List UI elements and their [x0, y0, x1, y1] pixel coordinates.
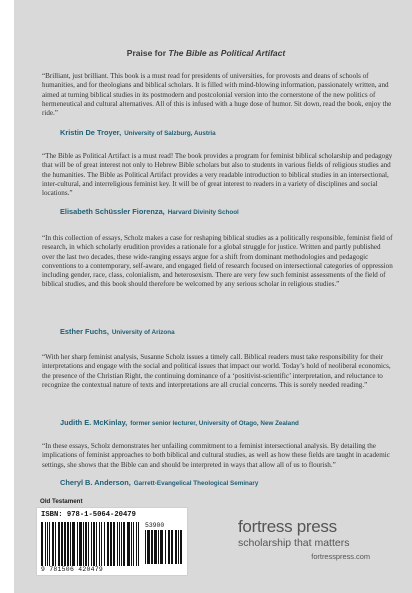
publisher-tagline: scholarship that matters — [238, 537, 350, 549]
barcode-bar — [45, 522, 46, 566]
praise-prefix: Praise for — [126, 48, 169, 58]
endorser-affiliation: Garrett-Evangelical Theological Seminary — [133, 480, 259, 487]
barcode-bar — [61, 522, 63, 566]
barcode-bar — [145, 530, 146, 564]
endorser-affiliation: University of Arizona — [111, 329, 175, 336]
endorser-name: Judith E. McKinlay, — [60, 418, 128, 427]
barcode-bar — [180, 530, 182, 564]
praise-heading — [0, 48, 412, 58]
category-label: Old Testament — [40, 498, 83, 505]
barcode-bar — [47, 522, 48, 566]
barcode-bar — [138, 522, 139, 566]
barcode-bar — [104, 522, 105, 566]
isbn-text: ISBN: 978-1-5064-20479 — [41, 511, 136, 519]
endorser-attribution — [60, 207, 390, 216]
barcode-bar — [41, 522, 43, 566]
barcode-bar — [77, 522, 78, 566]
barcode-bar — [67, 522, 69, 566]
barcode-bar — [93, 522, 95, 566]
barcode-bar — [117, 522, 118, 566]
barcode-bar — [119, 522, 120, 566]
addon-barcode — [145, 530, 183, 564]
publisher-name: fortress press — [238, 517, 337, 536]
barcode-bar — [113, 522, 115, 566]
barcode-bar — [85, 522, 87, 566]
barcode-bar — [154, 530, 157, 564]
endorser-attribution — [60, 128, 390, 137]
barcode-bar — [151, 530, 153, 564]
barcode-bar — [121, 522, 122, 566]
barcode-number: 9 781506 420479 — [41, 566, 104, 573]
spine-edge — [0, 0, 14, 593]
barcode-bar — [123, 522, 125, 566]
endorser-attribution — [60, 327, 390, 336]
barcode-bar — [175, 530, 177, 564]
endorsement-quote: “In this collection of essays, Scholz makes a case for reshaping biblical studies as a politically responsible, feminist field of research, in which scholarly erudition provides a rationale for a global struggle for justice. Written and partly published over the last two decades, these wide-ranging essays argue for a shift from dominant methodologies and pedagogic conventions to a contemporary, self-aware, and engaged field of research focused on intersectional categories of oppression including gender, race, class, colonialism, and heterosexism. There are very few such feminist assessments of the field of biblical studies, and this book should therefore be welcomed by any serious scholar in religious studies.” — [42, 234, 393, 289]
barcode-bar — [55, 522, 56, 566]
praise-book-title: The Bible as Political Artifact — [168, 48, 286, 58]
barcode-bar — [107, 522, 109, 566]
barcode-bar — [168, 530, 170, 564]
barcode-bar — [158, 530, 159, 564]
endorsement-quote: “The Bible as Political Artifact is a must read! The book provides a program for feminist biblical scholarship and pedagogy that will be of great interest not only to Hebrew Bible scholars but also to students in various fields of religious studies and the humanities. The Bible as Political Artifact provides a very readable introduction to biblical studies in an intersectional, inter-cultural, and interreligious feminist key. It will be of great interest to readers in a variety of disciplines and social locations.” — [42, 152, 393, 198]
barcode-bar — [101, 522, 102, 566]
barcode-bar — [178, 530, 179, 564]
barcode-bar — [110, 522, 112, 566]
endorsement-quote: “Brilliant, just brilliant. This book is a must read for presidents of universities, for provosts and deans of schools of humanities, and for theologians and biblical scholars. It is filled with mind-blowing information, passionately written, and aimed at turning biblical studies in its postmodern and postcolonial version into the cornerstone of the new politics of hermeneutical and cultural alternatives. All of this is infused with a huge dose of humor. Sit down, read the book, enjoy the ride.” — [42, 72, 392, 118]
endorser-attribution — [60, 418, 390, 427]
barcode-bar — [127, 522, 130, 566]
barcode-bar — [133, 522, 134, 566]
barcode-bar — [160, 530, 163, 564]
barcode-bar — [70, 522, 71, 566]
endorser-attribution — [60, 478, 390, 487]
barcode-bar — [131, 522, 132, 566]
publisher-block — [238, 518, 404, 561]
barcode-bar — [96, 522, 97, 566]
endorser-affiliation: University of Salzburg, Austria — [124, 130, 216, 137]
barcode-bar — [171, 530, 173, 564]
barcode-bar — [49, 522, 50, 566]
price-code: 53900 — [145, 522, 165, 529]
publisher-url: fortresspress.com — [311, 552, 370, 561]
barcode-bar — [64, 522, 66, 566]
barcode-bar — [147, 530, 150, 564]
barcode-block — [36, 507, 188, 576]
endorser-affiliation: former senior lecturer, University of Otago, New Zealand — [130, 420, 299, 427]
barcode-bar — [79, 522, 82, 566]
barcode-bar — [165, 530, 166, 564]
barcode-bar — [91, 522, 92, 566]
endorser-affiliation: Harvard Divinity School — [167, 209, 239, 216]
barcode-bar — [88, 522, 89, 566]
barcode-bar — [99, 522, 100, 566]
endorser-name: Esther Fuchs, — [60, 327, 109, 336]
ean-barcode — [41, 522, 141, 566]
endorser-name: Elisabeth Schüssler Fiorenza, — [60, 207, 165, 216]
barcode-bar — [52, 522, 54, 566]
barcode-bar — [58, 522, 60, 566]
barcode-bar — [83, 522, 84, 566]
endorsement-quote: “In these essays, Scholz demonstrates her unfailing commitment to a feminist intersectional analysis. By detailing the implications of feminist approaches to both biblical and cultural studies, as well as how these fields are taught in academic settings, she shows that the Bible can and should be interpreted in ways that allow all of us to flourish.” — [42, 442, 390, 469]
endorsement-quote: “With her sharp feminist analysis, Susanne Scholz issues a timely call. Biblical readers must take responsibility for their interpretations and engage with the social and political issues that impact our world. Today’s hold of neoliberal economics, the presence of the Christian Right, the continuing dominance of a ‘positivist-scientific’ interpretation, and reluctance to recognize the contextual nature of texts and interpretations are all crucial concerns. This is sorely needed reading.” — [42, 353, 391, 389]
barcode-bar — [72, 522, 75, 566]
barcode-bar — [136, 522, 137, 566]
endorser-name: Cheryl B. Anderson, — [60, 478, 131, 487]
endorser-name: Kristin De Troyer, — [60, 128, 122, 137]
